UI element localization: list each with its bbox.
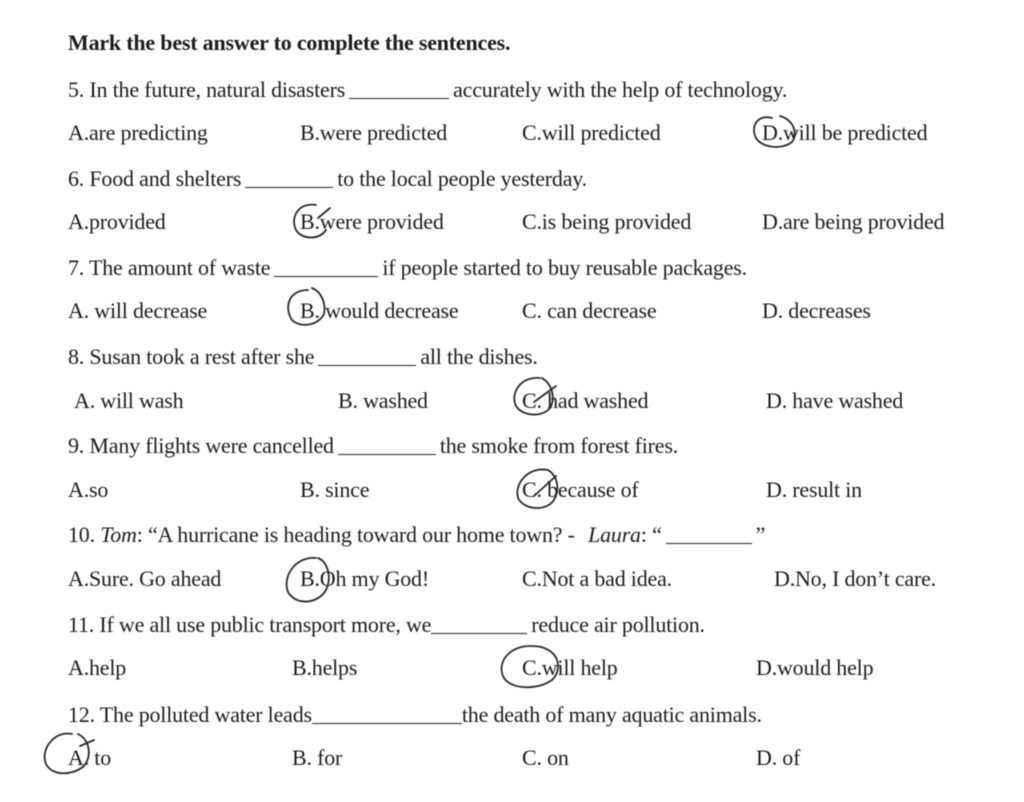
option-c[interactable]: C. had washed: [522, 388, 649, 413]
question-text: 9. Many flights were cancelled: [68, 433, 334, 458]
option-c[interactable]: C.is being provided: [522, 209, 692, 234]
option-a[interactable]: A. to: [68, 745, 112, 770]
option-c[interactable]: C.will predicted: [522, 120, 661, 145]
answer-blank: [431, 611, 527, 634]
option-c[interactable]: C. can decrease: [522, 298, 657, 323]
option-a[interactable]: A.help: [68, 655, 127, 680]
option-b[interactable]: B. for: [292, 745, 343, 770]
option-b[interactable]: B. washed: [338, 388, 428, 413]
speaker-tom: Tom: [100, 522, 137, 547]
question-5: [68, 76, 787, 103]
option-c[interactable]: C.Not a bad idea.: [522, 566, 672, 591]
option-d[interactable]: D. result in: [766, 477, 862, 502]
answer-blank: [666, 521, 752, 544]
question-9: [68, 432, 678, 459]
option-d[interactable]: D. have washed: [766, 388, 904, 413]
answer-blank: [349, 76, 449, 99]
question-text: 7. The amount of waste: [68, 255, 271, 280]
question-text: the death of many aquatic animals.: [461, 702, 762, 727]
answer-blank: [312, 701, 462, 724]
option-a[interactable]: A.so: [68, 477, 109, 502]
option-a[interactable]: A.Sure. Go ahead: [68, 566, 222, 591]
option-d[interactable]: D.would help: [756, 655, 874, 680]
question-11: [68, 611, 705, 638]
option-d[interactable]: D.will be predicted: [762, 120, 928, 145]
question-10: [68, 521, 765, 548]
option-a[interactable]: A.provided: [68, 209, 166, 234]
option-b[interactable]: B.were predicted: [300, 120, 448, 145]
question-6: [68, 165, 587, 192]
option-b[interactable]: B.helps: [292, 655, 358, 680]
question-12: [68, 701, 762, 728]
speaker-laura: Laura: [588, 522, 641, 547]
option-a[interactable]: A.are predicting: [68, 120, 208, 145]
question-text: all the dishes.: [420, 344, 538, 369]
option-b[interactable]: B. would decrease: [300, 298, 459, 323]
answer-blank: [274, 254, 378, 277]
option-c[interactable]: C.will help: [522, 655, 618, 680]
option-b[interactable]: B. since: [300, 477, 370, 502]
answer-blank: [338, 432, 436, 455]
closing-quote: ”: [755, 522, 766, 547]
question-text: if people started to buy reusable packages.: [382, 255, 747, 280]
option-a[interactable]: A. will decrease: [68, 298, 208, 323]
question-text: 11. If we all use public transport more, we: [68, 612, 432, 637]
question-text: 5. In the future, natural disasters: [68, 77, 346, 102]
question-text: reduce air pollution.: [531, 612, 705, 637]
worksheet-heading: Mark the best answer to complete the sentences.: [68, 30, 511, 55]
option-d[interactable]: D.are being provided: [762, 209, 945, 234]
question-text: 12. The polluted water leads: [68, 702, 312, 727]
question-text: to the local people yesterday.: [337, 166, 587, 191]
dialogue-line: : “A hurricane is heading toward our home town? -: [136, 522, 575, 547]
answer-blank: [318, 343, 416, 366]
option-d[interactable]: D. of: [756, 745, 801, 770]
option-c[interactable]: C. because of: [522, 477, 639, 502]
question-text: 6. Food and shelters: [68, 166, 242, 191]
question-text: 8. Susan took a rest after she: [68, 344, 315, 369]
dialogue-line: : “: [640, 522, 662, 547]
option-a[interactable]: A. will wash: [74, 388, 184, 413]
option-b[interactable]: B.Oh my God!: [300, 566, 429, 591]
question-7: [68, 254, 747, 281]
question-number: 10.: [68, 522, 95, 547]
answer-blank: [245, 165, 333, 188]
question-text: the smoke from forest fires.: [439, 433, 679, 458]
option-d[interactable]: D.No, I don’t care.: [774, 566, 936, 591]
option-c[interactable]: C. on: [522, 745, 569, 770]
question-text: accurately with the help of technology.: [453, 77, 788, 102]
option-b[interactable]: B.were provided: [300, 209, 444, 234]
question-8: [68, 343, 538, 370]
option-d[interactable]: D. decreases: [762, 298, 871, 323]
